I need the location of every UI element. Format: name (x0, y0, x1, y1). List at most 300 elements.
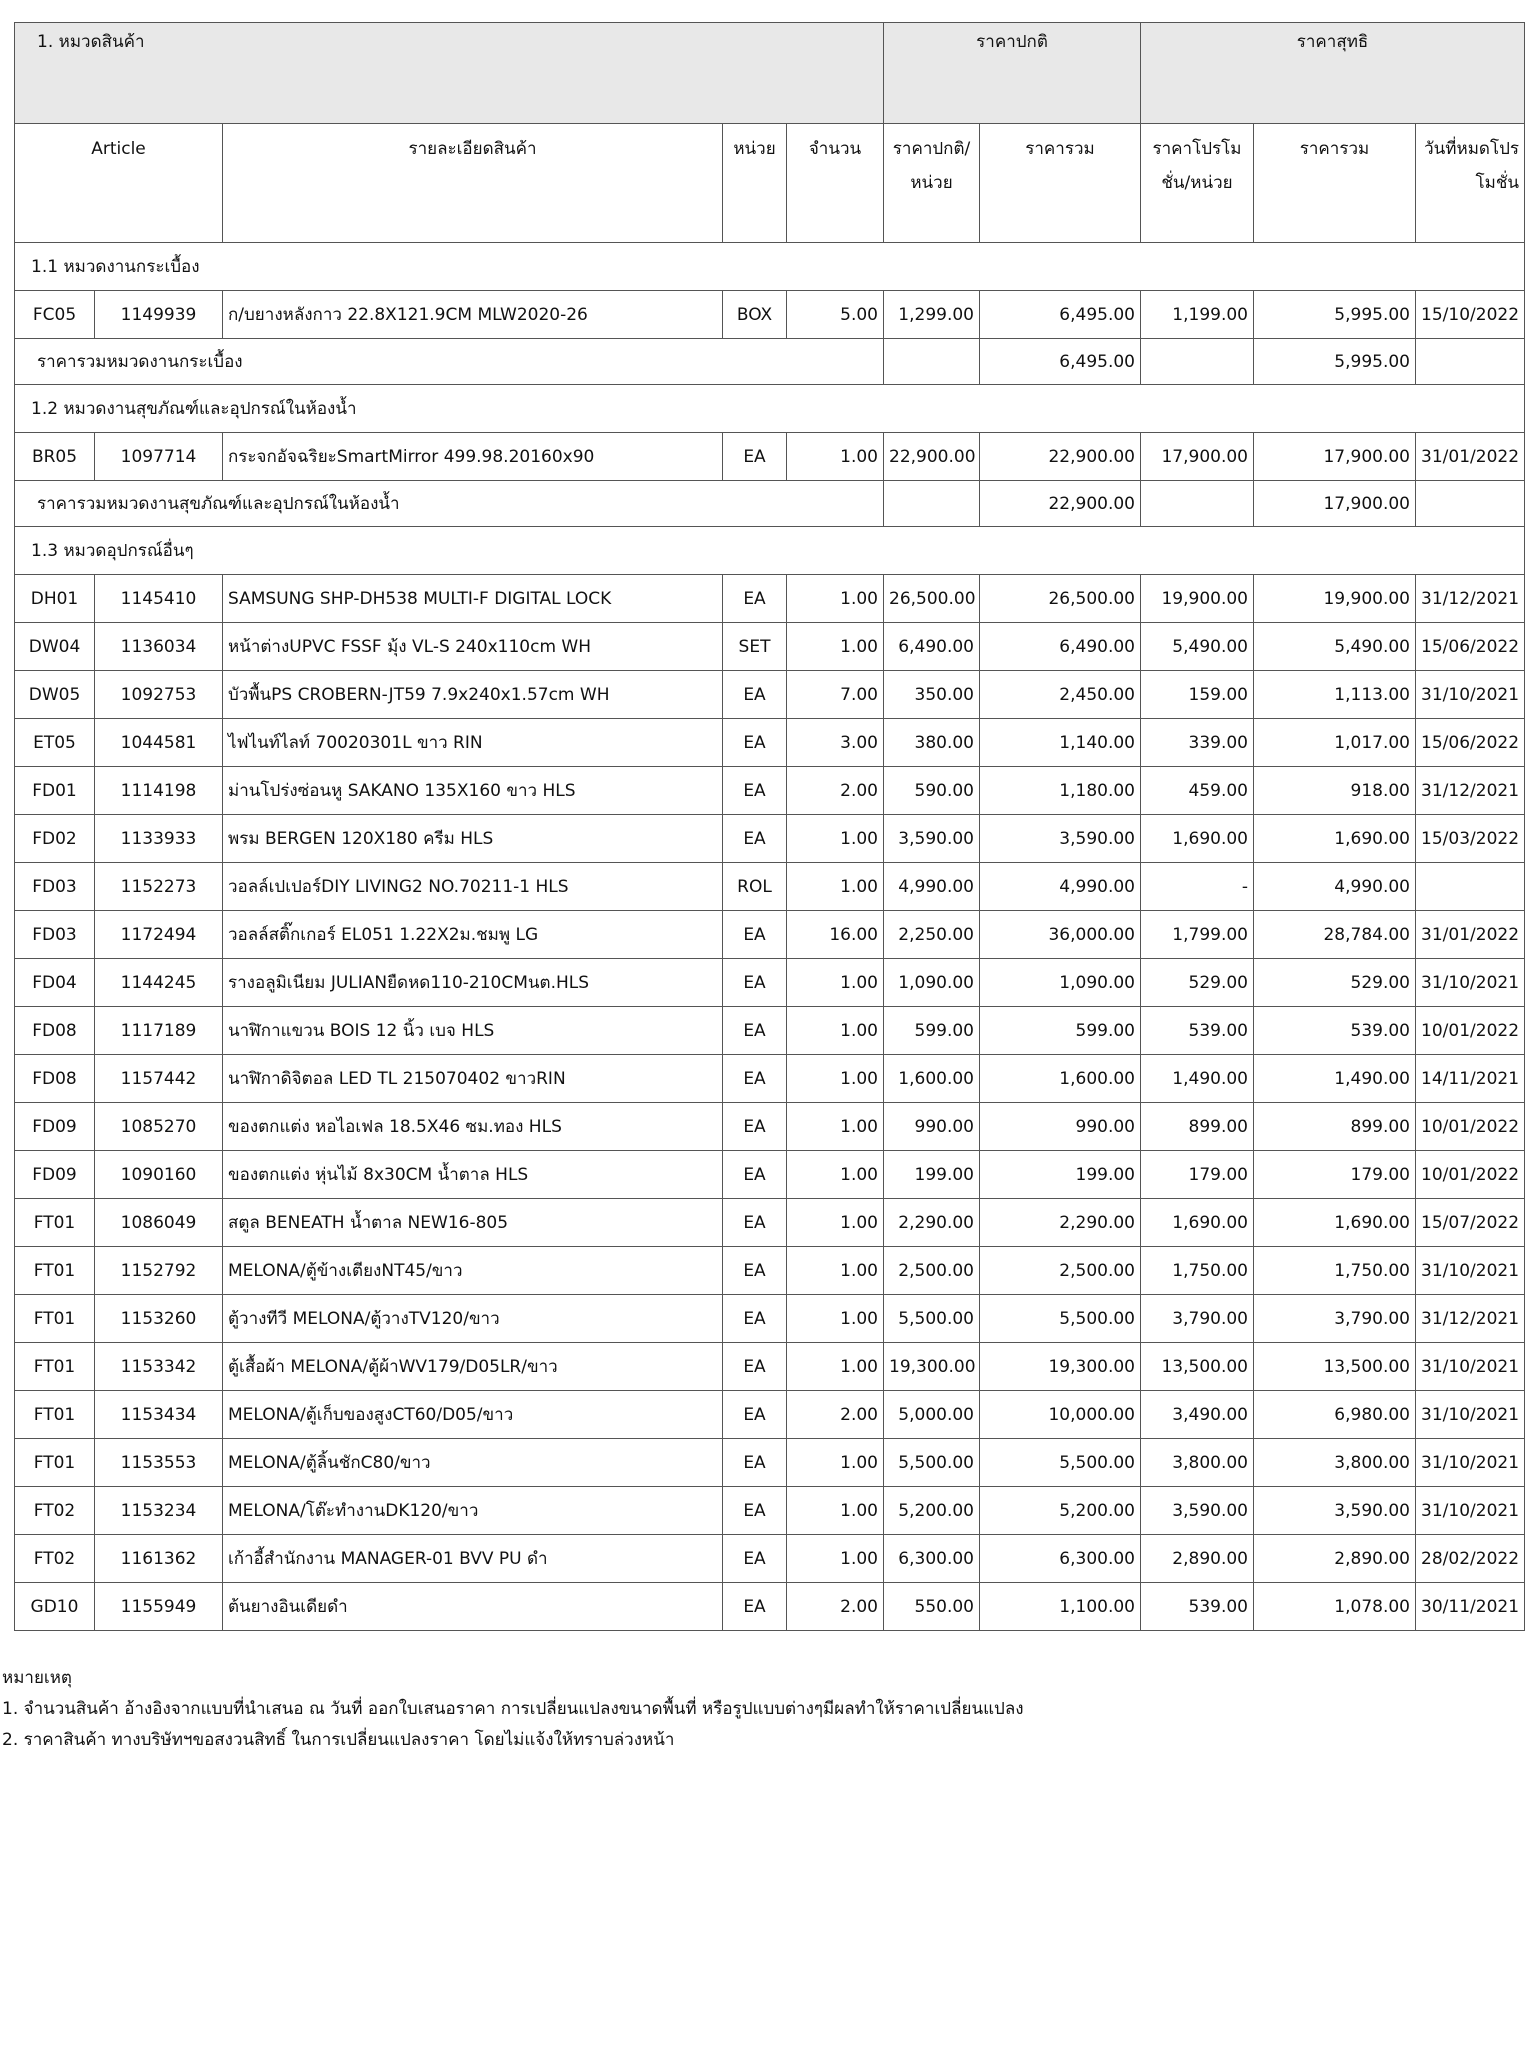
notes (2, 1663, 1024, 1756)
unit: ROL (723, 863, 787, 911)
promo-price: 1,690.00 (1141, 815, 1254, 863)
dept-code: FT01 (15, 1343, 95, 1391)
dept-code: FC05 (15, 291, 95, 339)
unit-price: 22,900.00 (884, 433, 980, 481)
net-total: 13,500.00 (1254, 1343, 1416, 1391)
unit: EA (723, 1439, 787, 1487)
net-total: 3,790.00 (1254, 1295, 1416, 1343)
subtotal-spacer (1416, 339, 1525, 385)
total: 4,990.00 (980, 863, 1141, 911)
article-no: 1133933 (95, 815, 223, 863)
col-qty: จำนวน (787, 124, 884, 243)
promo-end: 31/10/2021 (1416, 1391, 1525, 1439)
promo-price: 5,490.00 (1141, 623, 1254, 671)
article-no: 1044581 (95, 719, 223, 767)
unit: EA (723, 1199, 787, 1247)
unit: EA (723, 1343, 787, 1391)
table-row (15, 767, 1525, 815)
promo-end: 15/06/2022 (1416, 719, 1525, 767)
promo-price: - (1141, 863, 1254, 911)
net-total: 918.00 (1254, 767, 1416, 815)
unit: EA (723, 1295, 787, 1343)
article-no: 1092753 (95, 671, 223, 719)
subtotal-label: ราคารวมหมวดงานกระเบื้อง (15, 339, 884, 385)
unit-price: 2,500.00 (884, 1247, 980, 1295)
promo-price: 2,890.00 (1141, 1535, 1254, 1583)
qty: 1.00 (787, 815, 884, 863)
promo-end: 31/12/2021 (1416, 1295, 1525, 1343)
unit-price: 19,300.00 (884, 1343, 980, 1391)
table-row (15, 1247, 1525, 1295)
article-no: 1086049 (95, 1199, 223, 1247)
total: 1,090.00 (980, 959, 1141, 1007)
net-total: 2,890.00 (1254, 1535, 1416, 1583)
table-row (15, 291, 1525, 339)
promo-end: 31/01/2022 (1416, 433, 1525, 481)
category-title: 1. หมวดสินค้า (15, 23, 884, 124)
table-row (15, 433, 1525, 481)
article-no: 1153342 (95, 1343, 223, 1391)
article-no: 1117189 (95, 1007, 223, 1055)
unit: EA (723, 1583, 787, 1631)
total: 2,450.00 (980, 671, 1141, 719)
qty: 1.00 (787, 1295, 884, 1343)
unit-price: 6,300.00 (884, 1535, 980, 1583)
dept-code: ET05 (15, 719, 95, 767)
article-no: 1145410 (95, 575, 223, 623)
promo-price: 17,900.00 (1141, 433, 1254, 481)
item-detail: ตู้เสื้อผ้า MELONA/ตู้ผ้าWV179/D05LR/ขาว (223, 1343, 723, 1391)
qty: 5.00 (787, 291, 884, 339)
total: 1,600.00 (980, 1055, 1141, 1103)
col-article: Article (15, 124, 223, 243)
item-detail: กระจกอัจฉริยะSmartMirror 499.98.20160x90 (223, 433, 723, 481)
col-net-total: ราคารวม (1254, 124, 1416, 243)
item-detail: รางอลูมิเนียม JULIANยืดหด110-210CMนต.HLS (223, 959, 723, 1007)
quotation-table (14, 22, 1525, 1631)
table-row (15, 1439, 1525, 1487)
net-total: 1,750.00 (1254, 1247, 1416, 1295)
table-row (15, 1535, 1525, 1583)
section-title: 1.3 หมวดอุปกรณ์อื่นๆ (15, 527, 1525, 575)
col-detail: รายละเอียดสินค้า (223, 124, 723, 243)
net-total: 6,980.00 (1254, 1391, 1416, 1439)
qty: 1.00 (787, 1487, 884, 1535)
table-row (15, 623, 1525, 671)
section-row (15, 385, 1525, 433)
net-total: 28,784.00 (1254, 911, 1416, 959)
article-no: 1161362 (95, 1535, 223, 1583)
net-total: 1,690.00 (1254, 815, 1416, 863)
unit-price: 599.00 (884, 1007, 980, 1055)
net-total: 529.00 (1254, 959, 1416, 1007)
qty: 1.00 (787, 1343, 884, 1391)
item-detail: สตูล BENEATH น้ำตาล NEW16-805 (223, 1199, 723, 1247)
dept-code: FD09 (15, 1151, 95, 1199)
dept-code: BR05 (15, 433, 95, 481)
article-no: 1153234 (95, 1487, 223, 1535)
qty: 1.00 (787, 1007, 884, 1055)
qty: 1.00 (787, 1247, 884, 1295)
promo-end: 10/01/2022 (1416, 1007, 1525, 1055)
subtotal-spacer (1141, 339, 1254, 385)
qty: 1.00 (787, 623, 884, 671)
qty: 16.00 (787, 911, 884, 959)
column-header-row (15, 124, 1525, 243)
unit-price: 1,600.00 (884, 1055, 980, 1103)
subtotal-total: 22,900.00 (980, 481, 1141, 527)
table-row (15, 1295, 1525, 1343)
article-no: 1136034 (95, 623, 223, 671)
unit-price: 380.00 (884, 719, 980, 767)
dept-code: FD01 (15, 767, 95, 815)
qty: 1.00 (787, 1151, 884, 1199)
net-total: 1,690.00 (1254, 1199, 1416, 1247)
promo-price: 539.00 (1141, 1007, 1254, 1055)
promo-end: 31/10/2021 (1416, 1439, 1525, 1487)
article-no: 1085270 (95, 1103, 223, 1151)
promo-price: 339.00 (1141, 719, 1254, 767)
col-unit: หน่วย (723, 124, 787, 243)
promo-end: 31/10/2021 (1416, 671, 1525, 719)
table-row (15, 1487, 1525, 1535)
net-total: 5,995.00 (1254, 291, 1416, 339)
table-row (15, 1199, 1525, 1247)
promo-end: 31/12/2021 (1416, 767, 1525, 815)
total: 6,490.00 (980, 623, 1141, 671)
total: 6,300.00 (980, 1535, 1141, 1583)
promo-end: 15/03/2022 (1416, 815, 1525, 863)
col-promo-end: วันที่หมดโปรโมชั่น (1416, 124, 1525, 243)
dept-code: FD08 (15, 1055, 95, 1103)
promo-price: 13,500.00 (1141, 1343, 1254, 1391)
promo-end: 15/10/2022 (1416, 291, 1525, 339)
unit-price: 1,299.00 (884, 291, 980, 339)
normal-price-group-header: ราคาปกติ (884, 23, 1141, 124)
article-no: 1152792 (95, 1247, 223, 1295)
qty: 1.00 (787, 959, 884, 1007)
promo-end (1416, 863, 1525, 911)
table-row (15, 1391, 1525, 1439)
table-row (15, 1151, 1525, 1199)
promo-price: 899.00 (1141, 1103, 1254, 1151)
subtotal-net-total: 17,900.00 (1254, 481, 1416, 527)
table-row (15, 671, 1525, 719)
col-total: ราคารวม (980, 124, 1141, 243)
item-detail: MELONA/ตู้ลิ้นชักC80/ขาว (223, 1439, 723, 1487)
subtotal-spacer (884, 481, 980, 527)
unit: EA (723, 815, 787, 863)
unit: EA (723, 1535, 787, 1583)
total: 26,500.00 (980, 575, 1141, 623)
item-detail: วอลล์เปเปอร์DIY LIVING2 NO.70211-1 HLS (223, 863, 723, 911)
unit-price: 4,990.00 (884, 863, 980, 911)
unit-price: 550.00 (884, 1583, 980, 1631)
unit: EA (723, 1055, 787, 1103)
net-total: 5,490.00 (1254, 623, 1416, 671)
dept-code: DW05 (15, 671, 95, 719)
table-row (15, 1007, 1525, 1055)
item-detail: MELONA/ตู้ข้างเตียงNT45/ขาว (223, 1247, 723, 1295)
col-unit-price: ราคาปกติ/หน่วย (884, 124, 980, 243)
section-row (15, 527, 1525, 575)
promo-end: 31/10/2021 (1416, 959, 1525, 1007)
net-total: 179.00 (1254, 1151, 1416, 1199)
qty: 1.00 (787, 1535, 884, 1583)
unit-price: 6,490.00 (884, 623, 980, 671)
total: 2,500.00 (980, 1247, 1141, 1295)
article-no: 1114198 (95, 767, 223, 815)
unit: EA (723, 1151, 787, 1199)
promo-price: 3,590.00 (1141, 1487, 1254, 1535)
unit: EA (723, 959, 787, 1007)
dept-code: FT01 (15, 1391, 95, 1439)
article-no: 1153553 (95, 1439, 223, 1487)
dept-code: FD03 (15, 911, 95, 959)
article-no: 1149939 (95, 291, 223, 339)
net-total: 1,078.00 (1254, 1583, 1416, 1631)
subtotal-spacer (1141, 481, 1254, 527)
qty: 1.00 (787, 1055, 884, 1103)
article-no: 1097714 (95, 433, 223, 481)
dept-code: FT02 (15, 1535, 95, 1583)
subtotal-row (15, 339, 1525, 385)
unit: EA (723, 575, 787, 623)
promo-price: 1,690.00 (1141, 1199, 1254, 1247)
promo-price: 1,199.00 (1141, 291, 1254, 339)
qty: 3.00 (787, 719, 884, 767)
promo-price: 179.00 (1141, 1151, 1254, 1199)
dept-code: FT02 (15, 1487, 95, 1535)
subtotal-row (15, 481, 1525, 527)
dept-code: FD08 (15, 1007, 95, 1055)
item-detail: ก/บยางหลังกาว 22.8X121.9CM MLW2020-26 (223, 291, 723, 339)
article-no: 1090160 (95, 1151, 223, 1199)
promo-price: 19,900.00 (1141, 575, 1254, 623)
subtotal-spacer (1416, 481, 1525, 527)
note-line-2: 2. ราคาสินค้า ทางบริษัทฯขอสงวนสิทธิ์ ในการเปลี่ยนแปลงราคา โดยไม่แจ้งให้ทราบล่วงหน้า (2, 1730, 675, 1750)
unit-price: 590.00 (884, 767, 980, 815)
promo-price: 1,750.00 (1141, 1247, 1254, 1295)
subtotal-label: ราคารวมหมวดงานสุขภัณฑ์และอุปกรณ์ในห้องน้ำ (15, 481, 884, 527)
total: 1,100.00 (980, 1583, 1141, 1631)
net-total: 3,590.00 (1254, 1487, 1416, 1535)
promo-price: 3,800.00 (1141, 1439, 1254, 1487)
unit-price: 2,250.00 (884, 911, 980, 959)
promo-price: 159.00 (1141, 671, 1254, 719)
total: 3,590.00 (980, 815, 1141, 863)
dept-code: FD09 (15, 1103, 95, 1151)
article-no: 1155949 (95, 1583, 223, 1631)
unit: EA (723, 767, 787, 815)
section-title: 1.2 หมวดงานสุขภัณฑ์และอุปกรณ์ในห้องน้ำ (15, 385, 1525, 433)
total: 5,200.00 (980, 1487, 1141, 1535)
item-detail: วอลล์สติ๊กเกอร์ EL051 1.22X2ม.ชมพู LG (223, 911, 723, 959)
col-promo-price: ราคาโปรโมชั่น/หน่วย (1141, 124, 1254, 243)
notes-title: หมายเหตุ (2, 1668, 72, 1688)
unit-price: 990.00 (884, 1103, 980, 1151)
item-detail: เก้าอี้สำนักงาน MANAGER-01 BVV PU ดำ (223, 1535, 723, 1583)
qty: 2.00 (787, 1391, 884, 1439)
article-no: 1153260 (95, 1295, 223, 1343)
item-detail: พรม BERGEN 120X180 ครีม HLS (223, 815, 723, 863)
unit: EA (723, 1103, 787, 1151)
net-total: 4,990.00 (1254, 863, 1416, 911)
subtotal-total: 6,495.00 (980, 339, 1141, 385)
item-detail: SAMSUNG SHP-DH538 MULTI-F DIGITAL LOCK (223, 575, 723, 623)
article-no: 1152273 (95, 863, 223, 911)
unit-price: 5,500.00 (884, 1439, 980, 1487)
promo-end: 31/10/2021 (1416, 1247, 1525, 1295)
dept-code: FT01 (15, 1439, 95, 1487)
unit-price: 1,090.00 (884, 959, 980, 1007)
net-total: 1,113.00 (1254, 671, 1416, 719)
unit-price: 5,500.00 (884, 1295, 980, 1343)
table-row (15, 1103, 1525, 1151)
qty: 1.00 (787, 863, 884, 911)
table-row (15, 911, 1525, 959)
dept-code: DH01 (15, 575, 95, 623)
unit-price: 26,500.00 (884, 575, 980, 623)
note-line-1: 1. จำนวนสินค้า อ้างอิงจากแบบที่นำเสนอ ณ วันที่ ออกใบเสนอราคา การเปลี่ยนแปลงขนาดพื้นที่ หรือรูปแบบต่างๆมีผลทำให้ราคาเปลี่ยนแปลง (2, 1699, 1024, 1719)
promo-price: 3,490.00 (1141, 1391, 1254, 1439)
item-detail: MELONA/โต๊ะทำงานDK120/ขาว (223, 1487, 723, 1535)
section-row (15, 243, 1525, 291)
unit-price: 199.00 (884, 1151, 980, 1199)
total: 599.00 (980, 1007, 1141, 1055)
total: 19,300.00 (980, 1343, 1141, 1391)
promo-end: 15/06/2022 (1416, 623, 1525, 671)
unit: SET (723, 623, 787, 671)
group-header-row (15, 23, 1525, 124)
total: 22,900.00 (980, 433, 1141, 481)
table-row (15, 863, 1525, 911)
dept-code: FT01 (15, 1295, 95, 1343)
article-no: 1153434 (95, 1391, 223, 1439)
net-price-group-header: ราคาสุทธิ (1141, 23, 1525, 124)
article-no: 1144245 (95, 959, 223, 1007)
qty: 1.00 (787, 1103, 884, 1151)
item-detail: ของตกแต่ง หอไอเฟล 18.5X46 ซม.ทอง HLS (223, 1103, 723, 1151)
unit-price: 350.00 (884, 671, 980, 719)
promo-price: 1,799.00 (1141, 911, 1254, 959)
dept-code: FD03 (15, 863, 95, 911)
net-total: 1,490.00 (1254, 1055, 1416, 1103)
promo-end: 31/12/2021 (1416, 575, 1525, 623)
promo-price: 3,790.00 (1141, 1295, 1254, 1343)
total: 1,180.00 (980, 767, 1141, 815)
unit-price: 5,200.00 (884, 1487, 980, 1535)
table-row (15, 959, 1525, 1007)
net-total: 19,900.00 (1254, 575, 1416, 623)
promo-end: 10/01/2022 (1416, 1103, 1525, 1151)
table-row (15, 1055, 1525, 1103)
promo-end: 15/07/2022 (1416, 1199, 1525, 1247)
promo-end: 31/01/2022 (1416, 911, 1525, 959)
promo-end: 30/11/2021 (1416, 1583, 1525, 1631)
total: 36,000.00 (980, 911, 1141, 959)
dept-code: DW04 (15, 623, 95, 671)
item-detail: ตู้วางทีวี MELONA/ตู้วางTV120/ขาว (223, 1295, 723, 1343)
net-total: 1,017.00 (1254, 719, 1416, 767)
net-total: 17,900.00 (1254, 433, 1416, 481)
item-detail: นาฬิกาดิจิตอล LED TL 215070402 ขาวRIN (223, 1055, 723, 1103)
item-detail: นาฬิกาแขวน BOIS 12 นิ้ว เบจ HLS (223, 1007, 723, 1055)
article-no: 1172494 (95, 911, 223, 959)
item-detail: ของตกแต่ง หุ่นไม้ 8x30CM น้ำตาล HLS (223, 1151, 723, 1199)
dept-code: FD02 (15, 815, 95, 863)
dept-code: GD10 (15, 1583, 95, 1631)
unit: EA (723, 671, 787, 719)
net-total: 539.00 (1254, 1007, 1416, 1055)
promo-price: 529.00 (1141, 959, 1254, 1007)
promo-end: 31/10/2021 (1416, 1487, 1525, 1535)
unit: EA (723, 433, 787, 481)
promo-end: 10/01/2022 (1416, 1151, 1525, 1199)
unit: EA (723, 1007, 787, 1055)
item-detail: ม่านโปร่งซ่อนหู SAKANO 135X160 ขาว HLS (223, 767, 723, 815)
dept-code: FT01 (15, 1199, 95, 1247)
net-total: 3,800.00 (1254, 1439, 1416, 1487)
subtotal-net-total: 5,995.00 (1254, 339, 1416, 385)
unit: EA (723, 1391, 787, 1439)
qty: 1.00 (787, 1199, 884, 1247)
table-row (15, 1343, 1525, 1391)
table-row (15, 1583, 1525, 1631)
table-row (15, 815, 1525, 863)
unit-price: 3,590.00 (884, 815, 980, 863)
unit-price: 2,290.00 (884, 1199, 980, 1247)
article-no: 1157442 (95, 1055, 223, 1103)
item-detail: บัวพื้นPS CROBERN-JT59 7.9x240x1.57cm WH (223, 671, 723, 719)
item-detail: ต้นยางอินเดียดำ (223, 1583, 723, 1631)
unit: EA (723, 1247, 787, 1295)
qty: 1.00 (787, 575, 884, 623)
total: 6,495.00 (980, 291, 1141, 339)
unit: EA (723, 911, 787, 959)
table-row (15, 719, 1525, 767)
promo-end: 28/02/2022 (1416, 1535, 1525, 1583)
section-title: 1.1 หมวดงานกระเบื้อง (15, 243, 1525, 291)
promo-end: 14/11/2021 (1416, 1055, 1525, 1103)
unit: EA (723, 719, 787, 767)
item-detail: MELONA/ตู้เก็บของสูงCT60/D05/ขาว (223, 1391, 723, 1439)
qty: 2.00 (787, 1583, 884, 1631)
qty: 7.00 (787, 671, 884, 719)
unit-price: 5,000.00 (884, 1391, 980, 1439)
promo-price: 459.00 (1141, 767, 1254, 815)
total: 1,140.00 (980, 719, 1141, 767)
promo-end: 31/10/2021 (1416, 1343, 1525, 1391)
unit: BOX (723, 291, 787, 339)
total: 5,500.00 (980, 1295, 1141, 1343)
unit: EA (723, 1487, 787, 1535)
total: 2,290.00 (980, 1199, 1141, 1247)
total: 199.00 (980, 1151, 1141, 1199)
dept-code: FD04 (15, 959, 95, 1007)
dept-code: FT01 (15, 1247, 95, 1295)
qty: 2.00 (787, 767, 884, 815)
promo-price: 539.00 (1141, 1583, 1254, 1631)
total: 5,500.00 (980, 1439, 1141, 1487)
qty: 1.00 (787, 433, 884, 481)
total: 990.00 (980, 1103, 1141, 1151)
item-detail: หน้าต่างUPVC FSSF มุ้ง VL-S 240x110cm WH (223, 623, 723, 671)
total: 10,000.00 (980, 1391, 1141, 1439)
item-detail: ไฟไนท์ไลท์ 70020301L ขาว RIN (223, 719, 723, 767)
subtotal-spacer (884, 339, 980, 385)
net-total: 899.00 (1254, 1103, 1416, 1151)
